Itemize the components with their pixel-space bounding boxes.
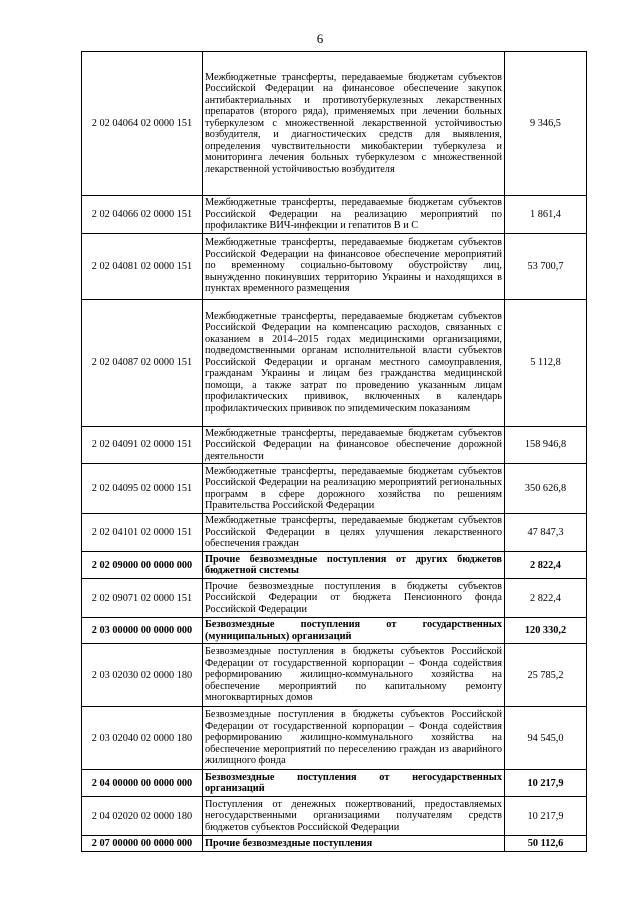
budget-code-cell: 2 02 09000 00 0000 000 — [82, 552, 203, 579]
description-cell: Межбюджетные трансферты, передаваемые бюджетам субъектов Российской Федерации на финансовое обеспечение закупок антибактериальных и противотуберкулезных лекарственных препаратов (второго ряда), применяемых при лечении больных туберкулезом с множественной лекарственной устойчивостью возбудителя, и диагностических средств для выявления, определения чувствительности микобактерии туберкулеза и мониторинга лечения больных туберкулезом с множественной лекарственной устойчивостью возбудителя — [203, 52, 505, 196]
table-row — [82, 52, 587, 196]
amount-cell: 47 847,3 — [505, 514, 587, 552]
description-cell: Поступления от денежных пожертвований, предоставляемых негосударственными организациями получателям средств бюджетов субъектов Российской Федерации — [203, 797, 505, 836]
table-row — [82, 426, 587, 464]
table-row — [82, 836, 587, 852]
description-cell: Межбюджетные трансферты, передаваемые бюджетам субъектов Российской Федерации на финансовое обеспечение мероприятий по временному социально-бытовому обустройству лиц, вынужденно покинувших территорию Украины и находящихся в пунктах временного размещения — [203, 233, 505, 299]
budget-code-cell: 2 02 04091 02 0000 151 — [82, 426, 203, 464]
description-cell: Межбюджетные трансферты, передаваемые бюджетам субъектов Российской Федерации на компенсацию расходов, связанных с оказанием в 2014–2015 годах медицинскими организациями, подведомственными органам исполнительной власти субъектов Российской Федерации и органам местного самоуправления, гражданам Украины и лицам без гражданства медицинской помощи, а также затрат по проведению указанным лицам профилактических прививок, включенных в календарь профилактических прививок по эпидемическим показаниям — [203, 299, 505, 426]
amount-cell: 10 217,9 — [505, 770, 587, 797]
description-cell: Межбюджетные трансферты, передаваемые бюджетам субъектов Российской Федерации на реализацию мероприятий региональных программ в сфере дорожного хозяйства по решениям Правительства Российской Федерации — [203, 464, 505, 514]
amount-cell: 350 626,8 — [505, 464, 587, 514]
budget-code-cell: 2 03 00000 00 0000 000 — [82, 618, 203, 644]
budget-code-cell: 2 02 04064 02 0000 151 — [82, 52, 203, 196]
table-row — [82, 464, 587, 514]
budget-code-cell: 2 02 04101 02 0000 151 — [82, 514, 203, 552]
amount-cell: 1 861,4 — [505, 196, 587, 234]
budget-code-cell: 2 04 00000 00 0000 000 — [82, 770, 203, 797]
amount-cell: 9 346,5 — [505, 52, 587, 196]
table-row — [82, 770, 587, 797]
amount-cell: 50 112,6 — [505, 836, 587, 852]
budget-code-cell: 2 02 04095 02 0000 151 — [82, 464, 203, 514]
table-row — [82, 579, 587, 618]
amount-cell: 53 700,7 — [505, 233, 587, 299]
description-cell: Безвозмездные поступления от государственных (муниципальных) организаций — [203, 618, 505, 644]
budget-code-cell: 2 02 04087 02 0000 151 — [82, 299, 203, 426]
description-cell: Безвозмездные поступления в бюджеты субъектов Российской Федерации от государственной корпорации – Фонда содействия реформированию жилищно-коммунального хозяйства на обеспечение мероприятий по переселению граждан из аварийного жилищного фонда — [203, 707, 505, 770]
amount-cell: 2 822,4 — [505, 579, 587, 618]
budget-code-cell: 2 07 00000 00 0000 000 — [82, 836, 203, 852]
description-cell: Межбюджетные трансферты, передаваемые бюджетам субъектов Российской Федерации в целях улучшения лекарственного обеспечения граждан — [203, 514, 505, 552]
amount-cell: 158 946,8 — [505, 426, 587, 464]
table-row — [82, 552, 587, 579]
revenue-table-body — [82, 52, 587, 852]
description-cell: Безвозмездные поступления от негосударственных организаций — [203, 770, 505, 797]
budget-code-cell: 2 02 04081 02 0000 151 — [82, 233, 203, 299]
description-cell: Прочие безвозмездные поступления в бюджеты субъектов Российской Федерации от бюджета Пенсионного фонда Российской Федерации — [203, 579, 505, 618]
description-cell: Межбюджетные трансферты, передаваемые бюджетам субъектов Российской Федерации на финансовое обеспечение дорожной деятельности — [203, 426, 505, 464]
description-cell: Прочие безвозмездные поступления — [203, 836, 505, 852]
amount-cell: 25 785,2 — [505, 644, 587, 707]
budget-code-cell: 2 04 02020 02 0000 180 — [82, 797, 203, 836]
description-cell: Безвозмездные поступления в бюджеты субъектов Российской Федерации от государственной корпорации – Фонда содействия реформированию жилищно-коммунального хозяйства на обеспечение мероприятий по капитальному ремонту многоквартирных домов — [203, 644, 505, 707]
table-row — [82, 644, 587, 707]
description-cell: Межбюджетные трансферты, передаваемые бюджетам субъектов Российской Федерации на реализацию мероприятий по профилактике ВИЧ-инфекции и гепатитов В и С — [203, 196, 505, 234]
table-row — [82, 618, 587, 644]
amount-cell: 5 112,8 — [505, 299, 587, 426]
page-number: 6 — [316, 31, 324, 46]
table-row — [82, 797, 587, 836]
amount-cell: 10 217,9 — [505, 797, 587, 836]
budget-code-cell: 2 02 09071 02 0000 151 — [82, 579, 203, 618]
budget-code-cell: 2 02 04066 02 0000 151 — [82, 196, 203, 234]
table-row — [82, 196, 587, 234]
description-cell: Прочие безвозмездные поступления от других бюджетов бюджетной системы — [203, 552, 505, 579]
revenue-table — [81, 51, 587, 852]
amount-cell: 94 545,0 — [505, 707, 587, 770]
amount-cell: 120 330,2 — [505, 618, 587, 644]
budget-code-cell: 2 03 02030 02 0000 180 — [82, 644, 203, 707]
table-row — [82, 299, 587, 426]
amount-cell: 2 822,4 — [505, 552, 587, 579]
table-row — [82, 514, 587, 552]
table-row — [82, 233, 587, 299]
budget-code-cell: 2 03 02040 02 0000 180 — [82, 707, 203, 770]
table-row — [82, 707, 587, 770]
